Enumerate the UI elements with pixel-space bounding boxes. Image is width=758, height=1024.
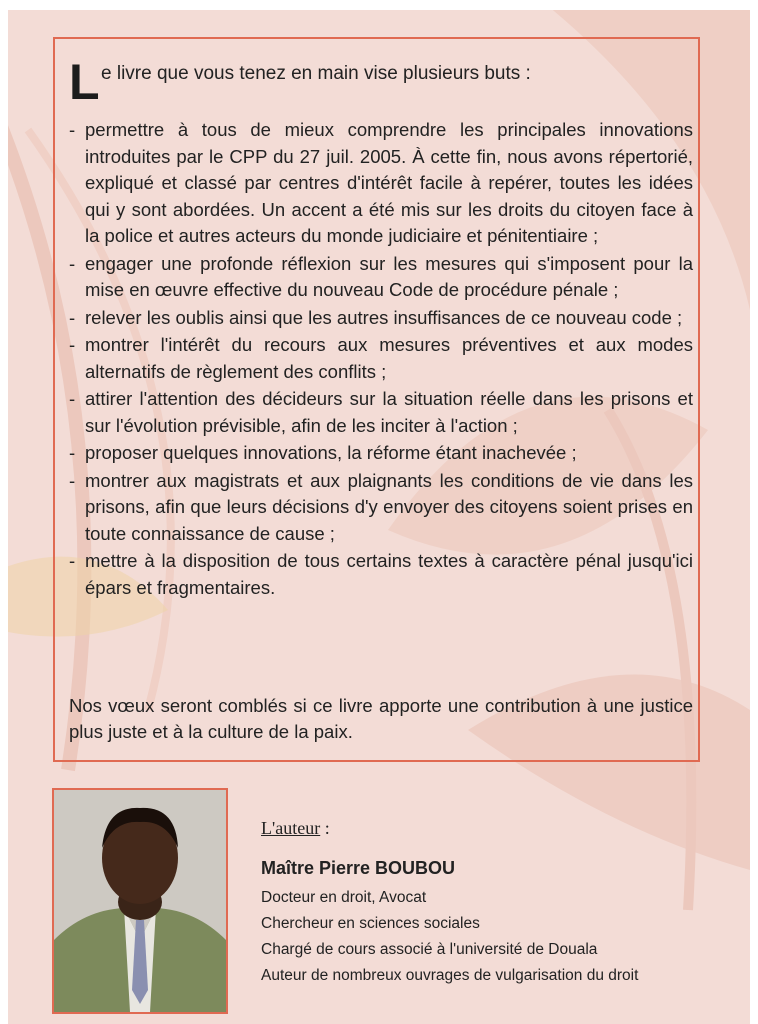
- list-dash: -: [69, 550, 76, 571]
- list-dash: -: [69, 334, 76, 355]
- goal-item: [69, 468, 693, 548]
- goal-item: [69, 251, 693, 304]
- back-cover: [8, 10, 750, 1024]
- goal-item: [69, 386, 693, 439]
- author-credential: Docteur en droit, Avocat: [261, 889, 427, 906]
- goal-text: montrer l'intérêt du recours aux mesures préventives et aux modes alternatifs de règlement des conflits ;: [85, 334, 693, 382]
- goal-item: [69, 117, 693, 250]
- list-dash: -: [69, 388, 76, 409]
- author-heading-line: [261, 818, 741, 839]
- author-credential: Auteur de nombreux ouvrages de vulgarisation du droit: [261, 967, 639, 984]
- goals-list: [69, 117, 693, 602]
- author-name: Maître Pierre BOUBOU: [261, 858, 456, 878]
- author-portrait-illustration: [54, 790, 226, 1012]
- goal-item: [69, 332, 693, 385]
- author-credential: Chargé de cours associé à l'université de Douala: [261, 941, 598, 958]
- goal-text: permettre à tous de mieux comprendre les principales innovations introduites par le CPP du 27 juil. 2005. À cette fin, nous avons répertorié, expliqué et classé par centres d'intérêt facile à repérer, toutes les idées qui y sont abordées. Un accent a été mis sur les droits du citoyen face à la police et autres acteurs du monde judiciaire et pénitentiaire ;: [85, 119, 693, 246]
- author-photo: [52, 788, 228, 1014]
- conclusion-paragraph: Nos vœux seront comblés si ce livre apporte une contribution à une justice plus juste et à la culture de la paix.: [69, 695, 693, 742]
- author-heading-colon: :: [320, 818, 330, 838]
- author-credential: Chercheur en sciences sociales: [261, 915, 480, 932]
- goal-item: [69, 440, 693, 467]
- goal-item: [69, 305, 693, 332]
- drop-cap-letter: L: [69, 54, 100, 110]
- goal-text: relever les oublis ainsi que les autres insuffisances de ce nouveau code ;: [85, 306, 683, 328]
- goal-text: engager une profonde réflexion sur les mesures qui s'imposent pour la mise en œuvre effective du nouveau Code de procédure pénale ;: [85, 252, 693, 300]
- list-dash: -: [69, 469, 76, 491]
- goal-text: montrer aux magistrats et aux plaignants les conditions de vie dans les prisons, afin que leurs décisions d'y envoyer des citoyens soient prises en toute connaissance de cause ;: [85, 469, 693, 544]
- list-dash: -: [69, 442, 76, 463]
- goal-text: mettre à la disposition de tous certains textes à caractère pénal jusqu'ici épars et fragmentaires.: [85, 550, 693, 598]
- author-heading: L'auteur: [261, 818, 321, 838]
- goal-text: proposer quelques innovations, la réforme étant inachevée ;: [85, 442, 577, 463]
- goal-item: [69, 548, 693, 601]
- text-frame: [53, 37, 700, 762]
- author-info: [261, 818, 741, 989]
- list-dash: -: [69, 119, 76, 140]
- goal-text: attirer l'attention des décideurs sur la situation réelle dans les prisons et sur l'évolution prévisible, afin de les inciter à l'action ;: [85, 388, 693, 436]
- list-dash: -: [69, 306, 76, 328]
- intro-text: e livre que vous tenez en main vise plusieurs buts :: [101, 63, 531, 84]
- list-dash: -: [69, 252, 76, 274]
